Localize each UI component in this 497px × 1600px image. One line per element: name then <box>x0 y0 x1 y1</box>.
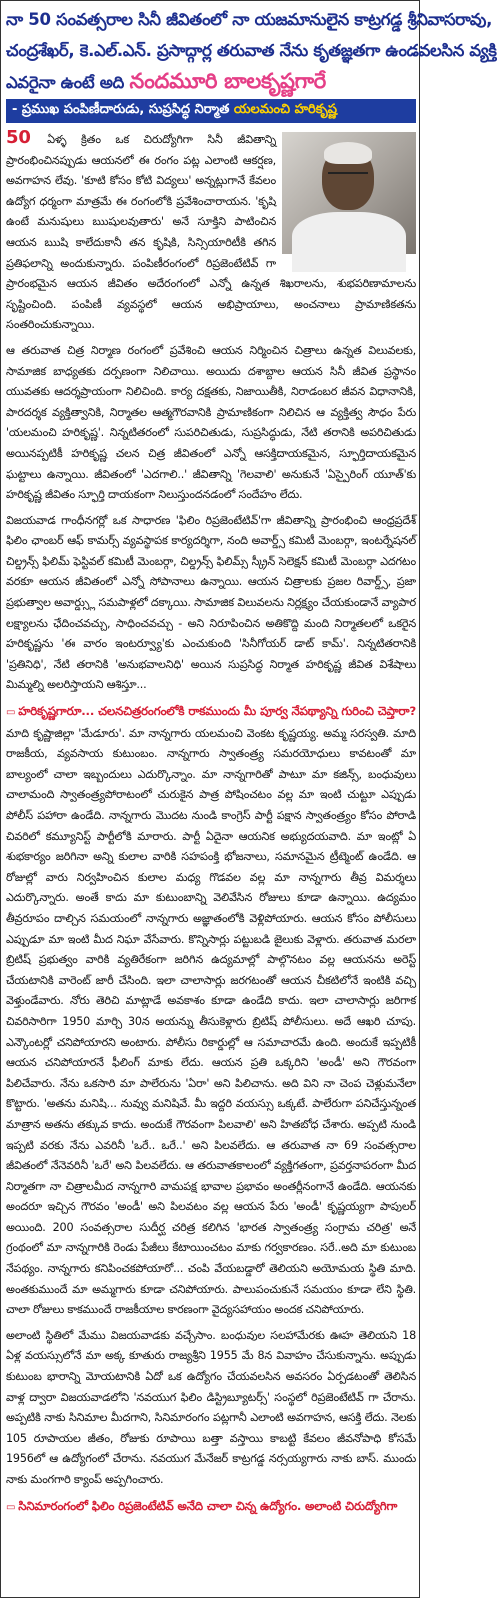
article-body <box>6 128 416 1523</box>
question-text: హరికృష్ణగారూ... చలనచిత్రరంగంలోకి రాకముందు మీ పూర్వ నేపథ్యాన్ని గురించి చెప్తారా? <box>18 704 416 719</box>
question-marker-icon: ▭ <box>6 707 16 719</box>
credit-bar <box>6 99 416 123</box>
intro-block <box>6 128 416 336</box>
question-marker-icon: ▭ <box>6 1501 16 1513</box>
intro-text: ఏళ్ళ క్రితం ఒక చిరుద్యోగిగా సినీ జీవితాన్ని ప్రారంభించినప్పుడు ఆయనలో ఈ రంగం పట్ల ఎలాంటి ఆకర్షణ, అవగాహన లేవు. 'కూటి కోసం కోటి విద్యలు' అన్నట్లుగానే కేవలం ఉద్యోగ ధర్మంగా మాత్రమే ఈ రంగంలోకి ప్రవేశించారాయన. 'కృషి ఉంటే మనుషులు ఋషులవుతారు' అనే సూక్తిని పాటించిన ఆయన ఋషి కాలేదుకానీ తన కృషికి, సిన్సియారిటీకి తగిన ప్రతిఫలాన్ని అందుకున్నారు. పంపిణీరంగంలో రిప్రజెంటేటివ్ గా ప్రారంభమైన ఆయన జీవితం అదేరంగంలో ఎన్నో ఉన్నత శిఖరాలను, శుభపరిణామాలను సృష్టించింది. పంపిణీ వ్యవస్థలో ఆయన అభిప్రాయాలు, అంచనాలు ప్రామాణికతను సంతరించుకున్నాయి. <box>6 133 416 332</box>
headline <box>6 4 497 123</box>
answer-paragraph: అలాంటి స్థితిలో మేము విజయవాడకు వచ్చేసాం. బంధువుల సలహామేరకు ఊహ తెలియని 18 ఏళ్ల వయస్సులోనే మా అక్క కూతురు రాజ్యశ్రీని 1955 మే 8న వివాహం చేసుకున్నాను. అప్పుడు కుటుంబ భారాన్ని మోయటానికి ఏదో ఒక ఉద్యోగం చేయవలసిన అవసరం ఏర్పడటంతో తెలిసిన వాళ్ల ద్వారా విజయవాడలోని 'నవయుగ ఫిలిం డిస్ట్రిబ్యూటర్స్' సంస్థలో రిప్రజెంటేటివ్ గా చేరాను. అప్పటికి నాకు సినిమాల మీదగాని, సినిమారంగం పట్లగానీ ఎలాంటి అవగాహన, ఆసక్తి లేదు. నెలకు 105 రూపాయల జీతం, రోజుకు రూపాయి బత్తా వస్తాయి కాబట్టి కేవలం జీవనోపాధి కోసమే 1956లో ఆ ఉద్యోగంలో చేరాను. నవయుగ మేనేజర్ కాట్రగడ్డ నర్సయ్యగారు నాకు బాస్. ముందు నాకు మంగగారి క్యాంప్ అప్పగించారు. <box>6 1328 416 1486</box>
headline-line-2: చంద్రశేఖర్, కె.ఎల్.ఎన్. ప్రసాద్గార్ల తరువాత నేను కృతజ్ఞతగా ఉండవలసిన వ్యక్తి <box>6 41 497 60</box>
headline-brand-name: నందమూరి బాలకృష్ణగారే <box>129 69 326 93</box>
credit-name: యలమంచి హరికృష్ణ <box>233 102 337 117</box>
paragraph: విజయవాడ గాంధీనగర్లో ఒక సాధారణ 'ఫిలిం రిప్రజెంటేటివ్'గా జీవితాన్ని ప్రారంభించి ఆంధ్రప్రదేశ్ ఫిలిం ఛాంబర్ ఆఫ్ కామర్స్ వ్యవస్థాపక కార్యదర్శిగా, నంది అవార్డ్స్ కమిటీ మెంబర్గా, ఇంటర్నేషనల్ చిల్డ్రన్స్ ఫిలిమ్ ఫెస్టివల్ కమిటీ మెంబర్గా, చిల్డ్రన్స్ ఫిలిమ్స్ స్క్రీన్ సెలెక్షన్ కమిటీ మెంబర్గా ఎదగటం వరకూ ఆయన జీవితంలో ఎన్నో సోపానాలు ఉన్నాయి. ఆయన చిత్రాలకు ప్రజల రివార్డ్స్, ప్రజా ప్రభుత్వాల అవార్డ్స్లు సమపాళ్లలో దక్కాయి. సామాజిక విలువలను నిర్లక్ష్యం చేయకుండానే వ్యాపార లక్ష్యాలను ఛేదించవచ్చు, సాధించవచ్చు - అని నిరూపించిన అతికొద్ది మంది నిర్మాతలలో ఒకరైన హరికృష్ణను 'ఈ వారం ఇంటర్వ్యూ'కు ఎంచుకుంది 'సినీగోయర్ డాట్ కామ్'. నిన్నటితరానికి 'ప్రతినిధి', నేటి తరానికి 'అనుభవాలనిధి' అయిన సుప్రసిద్ధ నిర్మాత హరికృష్ణ జీవిత విశేషాలు మిమ్మల్ని అలరిస్తాయని ఆశిస్తూ... <box>6 513 416 692</box>
question-text: సినిమారంగంలో ఫిలిం రిప్రజెంటేటివ్ అనేది చాలా చిన్న ఉద్యోగం. అలాంటి చిరుద్యోగిగా <box>18 1498 398 1513</box>
qa-block <box>6 1496 416 1519</box>
intro-number: 50 <box>6 127 31 148</box>
credit-text: - ప్రముఖ పంపిణీదారుడు, సుప్రసిద్ధ నిర్మాత <box>12 102 234 117</box>
answer-text: మాది కృష్ణాజిల్లా 'మేడూరు'. మా నాన్నగారు యలమంచి వెంకట కృష్ణయ్య. అమ్మ సరస్వతి. మాది రాజకీయ, వ్యవసాయ కుటుంబం. నాన్నగారు స్వాతంత్ర్య సమరయోధులు కావటంతో మా బాల్యంలో చాలా ఇబ్బందులు ఎదుర్కొన్నాం. మా నాన్నగారితో పాటూ మా కజిన్స్, బంధువులు చాలామంది స్వాతంత్ర్యపోరాటంలో చురుకైన పాత్ర పోషించటం వల్ల మా ఇంటి చుట్టూ ఎప్పుడు పోలీస్ పహారా ఉండేది. నాన్నగారు మొదట నుండి కాంగ్రెస్ పార్టీ పక్షాన స్వాతంత్ర్యం కోసం పోరాడి చివరిలో కమ్యూనిస్ట్ పార్టీలోకి మారారు. పార్టీ ఏదైనా ఆయనిక అభ్యుదయవాది. మా ఇంట్లో ఏ శుభకార్యం జరిగినా అన్ని కులాల వారికి సహపంక్తి భోజనాలు, సమానమైన ట్రీట్మెంట్ ఉండేది. ఆ రోజుల్లో వారు నిర్వహించిన కులాల మధ్య గొడవల వల్ల మా నాన్నగారు తీవ్ర విమర్శలు ఎదుర్కొన్నారు. అంతే కాదు మా కుటుంబాన్ని వెలివేసిన రోజులు కూడా ఉన్నాయి. ఉద్యమం తీవ్రరూపం దాల్చిన సమయంలో నాన్నగారు అజ్ఞాతంలోకి వెళ్లిపోయారు. ఆయన కోసం పోలీసులు ఎప్పుడూ మా ఇంటి మీద నిఘా వేసేవారు. కొన్నిసార్లు పట్టుబడి జైలుకు వెళ్లారు. తరువాత మరలా బ్రిటిష్ ప్రభుత్వం వారికి వ్యతిరేకంగా జరిగిన ఉద్యమాల్లో పాల్గొనటం వల్ల ఆయనను అరెస్ట్ చేయటానికి వారెంట్ జారీ చేసింది. ఇలా చాలాసార్లు జరగటంతో ఆయన చీకటిలోనే ఇంటికి వచ్చి వెళ్తుండేవారు. నోరు తెరిచి మాట్లాడే అవకాశం కూడా ఉండేది కాదు. ఇలా చాలాసార్లు జరిగాక చివరిసారిగా 1950 మార్చి 30న అయన్ను తీసుకెళ్లారు బ్రిటిష్ పోలీసులు. అదే ఆఖరి చూపు. ఎన్కౌంటర్లో చనిపోయారని అంటారు. పోలీసు రికార్డుల్లో ఆ సమాచారమే ఉంది. అందుకే ఇప్పటికీ ఆయన చనిపోయారనే ఫీలింగ్ మాకు లేదు. ఆయన ప్రతి ఒక్కరిని 'అండీ' అని గౌరవంగా పిలిచేవారు. నేను ఒకసారి మా పాలేరును 'ఏరా' అని పిలిచాను. అది విని నా చెంప చెళ్లుమనేలా కొట్టారు. 'అతను మనిషి... నువ్వు మనిషివే. మీ ఇద్దరి వయస్సు ఒక్కటే. పాలేరుగా పనిచేస్తున్నంత మాత్రాన అతను తక్కువ కాదు. అందుకే గౌరవంగా పిలవాలి' అని హితబోధ చేశారు. అప్పటి నుండి ఇప్పటి వరకు నేను ఎవరినీ 'ఒరే.. ఒరే..' అని పిలవలేదు. ఆ తరువాత నా 69 సంవత్సరాల జీవితంలో నేనెవరినీ 'ఒరే' అని పిలవలేదు. ఆ తరువాతకాలంలో వ్యక్తిగతంగా, ప్రవర్తనాపరంగా మీద నిర్మాతగా నా చిత్రాలమీద నాన్నగారి వామపక్ష భావాల ప్రభావం అంతర్లీనంగానే ఉండేది. ఆయనకు అందరూ ఇచ్చిన గౌరవం 'అండీ' అని పిలవటం వల్ల ఆయన పేరు 'అండీ' కృష్ణయ్యగా పాపులర్ అయింది. 200 సంవత్సరాల సుదీర్ఘ చరిత్ర కలిగిన 'భారత స్వాతంత్ర్య సంగ్రామ చరిత్ర' అనే గ్రంథంలో మా నాన్నగారికి రెండు పేజీలు కేటాయించటం మాకు గర్వకారణం. సరే..అది మా కుటుంబ నేపథ్యం. నాన్నగారు కనిపించకపోయారో... చంపి వేయబడ్డారో తెలియని అయోమయ స్థితి మాది. అంతకుముందే మా అమ్మగారు కూడా చనిపోయారు. పాలుపంచుకునే సమయం కూడా లేని స్థితి. చాలా రోజులు కాకముందే రాజకీయాల కారణంగా వైద్యసహాయం అందక చనిపోయారు. <box>6 726 416 1317</box>
qa-block <box>6 701 416 1321</box>
paragraph: ఆ తరువాత చిత్ర నిర్మాణ రంగంలో ప్రవేశించి ఆయన నిర్మించిన చిత్రాలు ఉన్నత విలువలకు, సామాజిక బాధ్యతకు దర్పణంగా నిలిచాయి. అయిదు దశాబ్దాల ఆయన సినీ జీవిత ప్రస్థానం యువతకు ఆదర్శప్రాయంగా నిలిచింది. కార్య దక్షతకు, నిజాయితీకి, నిరాడంబర జీవన విధానానికి, పారదర్శక వ్యక్తిత్వానికి, నిర్మాతల ఆత్మగౌరవానికి ప్రామాణికంగా నిలిచిన ఆ వ్యక్తిత్వ సౌధం పేరు 'యలమంచి హరికృష్ణ'. నిన్నటితరంలో సుపరిచితుడు, సుప్రసిద్ధుడు, నేటి తరానికి అపరిచితుడు అయినప్పటికీ హరికృష్ణ చలన చిత్ర జీవితంలో ఎన్నో ఆసక్తిదాయకమైన, స్ఫూర్తిదాయకమైన ఘట్టాలు ఉన్నాయి. జీవితంలో 'ఎదగాలి..' జీవితాన్ని 'గెలవాలి' అనుకునే 'ఏస్పైరింగ్ యూత్'కు హరికృష్ణ జీవితం స్ఫూర్తి దాయకంగా నిలుస్తుందనడంలో సందేహం లేదు. <box>6 343 416 502</box>
portrait-photo <box>282 132 416 254</box>
headline-line-3-text: ఎవరైనా ఉంటే అది <box>6 73 130 92</box>
headline-line-3 <box>6 66 416 98</box>
headline-line-1: నా 50 సంవత్సరాల సినీ జీవితంలో నా యజమానులైన కాట్రగడ్డ శ్రీనివాసరావు, <box>6 10 493 29</box>
